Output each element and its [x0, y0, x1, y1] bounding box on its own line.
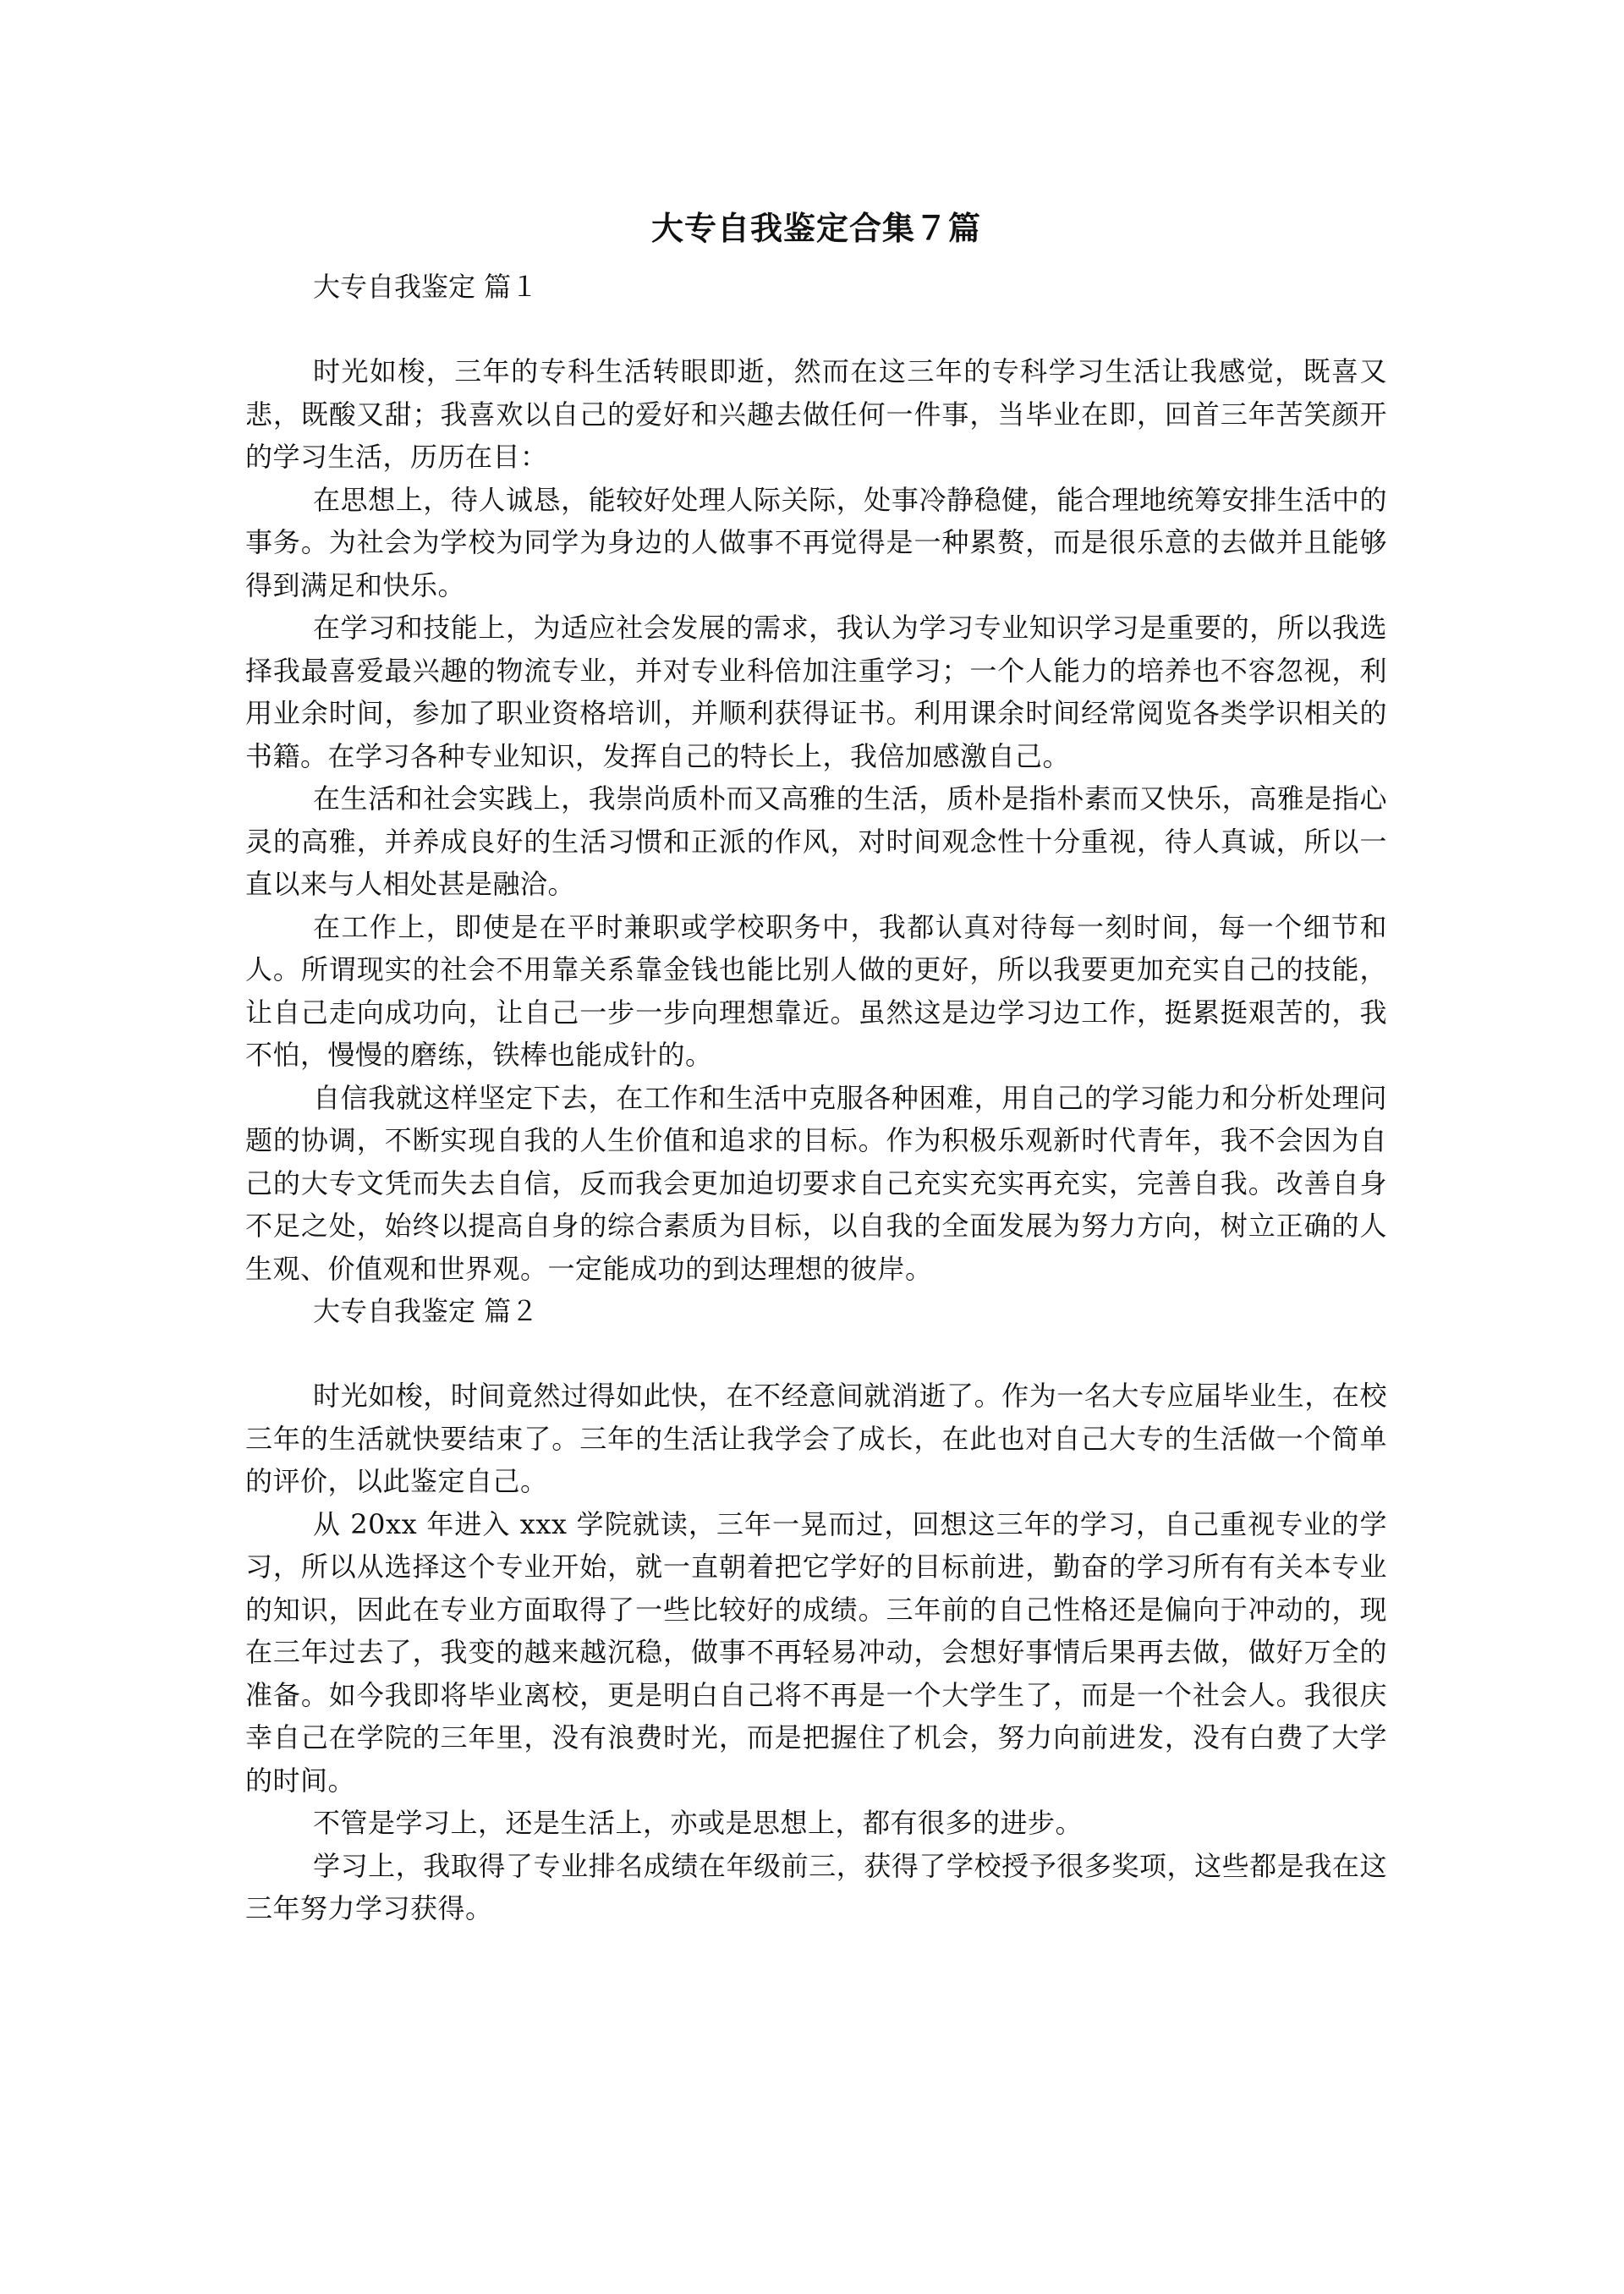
paragraph: 学习上，我取得了专业排名成绩在年级前三，获得了学校授予很多奖项，这些都是我在这三年努力学习获得。	[245, 1849, 1387, 1924]
section-1	[245, 266, 1387, 1290]
document-title: 大专自我鉴定合集７篇	[650, 210, 981, 247]
paragraph: 不管是学习上，还是生活上，亦或是思想上，都有很多的进步。	[313, 1807, 1084, 1839]
paragraph: 从 20xx 年进入 xxx 学院就读，三年一晃而过，回想这三年的学习，自己重视专业的学习，所以从选择这个专业开始，就一直朝着把它学好的目标前进，勤奋的学习所有有关本专业的知识，因此在专业方面取得了一些比较好的成绩。三年前的自己性格还是偏向于冲动的，现在三年过去了，我变的越来越沉稳，做事不再轻易冲动，会想好事情后果再去做，做好万全的准备。如今我即将毕业离校，更是明白自己将不再是一个大学生了，而是一个社会人。我很庆幸自己在学院的三年里，没有浪费时光，而是把握住了机会，努力向前进发，没有白费了大学的时间。	[245, 1507, 1387, 1797]
blank-line	[245, 1332, 1387, 1375]
paragraph: 在学习和技能上，为适应社会发展的需求，我认为学习专业知识学习是重要的，所以我选择我最喜爱最兴趣的物流专业，并对专业科倍加注重学习；一个人能力的培养也不容忽视，利用业余时间，参加了职业资格培训，并顺利获得证书。利用课余时间经常阅览各类学识相关的书籍。在学习各种专业知识，发挥自己的特长上，我倍加感激自己。	[245, 612, 1387, 772]
paragraph: 时光如梭，三年的专科生活转眼即逝，然而在这三年的专科学习生活让我感觉，既喜又悲，既酸又甜；我喜欢以自己的爱好和兴趣去做任何一件事，当毕业在即，回首三年苦笑颜开的学习生活，历历在目：	[245, 355, 1387, 473]
blank-line	[245, 308, 1387, 350]
paragraph: 在生活和社会实践上，我崇尚质朴而又高雅的生活，质朴是指朴素而又快乐，高雅是指心灵的高雅，并养成良好的生活习惯和正派的作风，对时间观念性十分重视，待人真诚，所以一直以来与人相处甚是融洽。	[245, 782, 1387, 900]
paragraph: 在工作上，即使是在平时兼职或学校职务中，我都认真对待每一刻时间，每一个细节和人。所谓现实的社会不用靠关系靠金钱也能比别人做的更好，所以我要更加充实自己的技能，让自己走向成功向，让自己一步一步向理想靠近。虽然这是边学习边工作，挺累挺艰苦的，我不怕，慢慢的磨练，铁棒也能成针的。	[245, 910, 1387, 1071]
section-heading: 大专自我鉴定 篇１	[313, 271, 539, 303]
paragraph: 自信我就这样坚定下去，在工作和生活中克服各种困难，用自己的学习能力和分析处理问题的协调，不断实现自我的人生价值和追求的目标。作为积极乐观新时代青年，我不会因为自己的大专文凭而失去自信，反而我会更加迫切要求自己充实充实再充实，完善自我。改善自身不足之处，始终以提高自身的综合素质为目标，以自我的全面发展为努力方向，树立正确的人生观、价值观和世界观。一定能成功的到达理想的彼岸。	[245, 1081, 1387, 1285]
document-page	[245, 203, 1387, 1930]
section-2	[245, 1290, 1387, 1930]
paragraph: 时光如梭，时间竟然过得如此快，在不经意间就消逝了。作为一名大专应届毕业生，在校三年的生活就快要结束了。三年的生活让我学会了成长，在此也对自己大专的生活做一个简单的评价，以此鉴定自己。	[245, 1380, 1387, 1497]
section-heading: 大专自我鉴定 篇２	[313, 1295, 539, 1327]
paragraph: 在思想上，待人诚恳，能较好处理人际关际，处事冷静稳健，能合理地统筹安排生活中的事务。为社会为学校为同学为身边的人做事不再觉得是一种累赘，而是很乐意的去做并且能够得到满足和快乐。	[245, 483, 1387, 601]
